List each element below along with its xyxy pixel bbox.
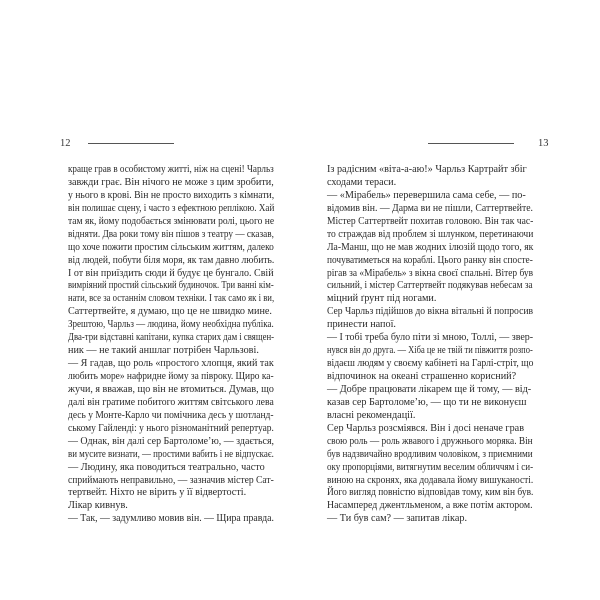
text-line: ви мусите визнати, — простими вабить і не відпускає.	[68, 448, 274, 460]
text-line: ник — не такий аншлаг потрібен Чарльзові.	[68, 345, 259, 357]
text-line: міцний ґрунт під ногами.	[327, 293, 437, 305]
text-line: тертвейт. Ніхто не вірить у її відвертості.	[68, 487, 247, 499]
text-line: І от він приїздить сюди й будує це бунгало. Свій	[68, 267, 274, 279]
text-line: — Добре працювати лікарем ще й тому, — від-	[327, 383, 532, 395]
text-line: — «Мірабель» перевершила сама себе, — по-	[327, 189, 526, 201]
body-text	[68, 164, 274, 526]
text-line: Сер Чарльз підійшов до вікна вітальні й попросив	[327, 306, 534, 318]
text-line: — Людину, яка поводиться театрально, часто	[68, 461, 265, 473]
text-line: далі він гратиме побитого життям світського лева	[68, 396, 274, 408]
text-line: нувся він до друга. — Хіба це не твій ти півжиття розпо-	[327, 345, 533, 357]
text-line: десь у Монте-Карло чи помічника десь у шотланд-	[68, 409, 274, 421]
text-line: Містер Саттертвейт похитав головою. Він так час-	[327, 215, 534, 227]
text-line: жучи, я вважав, що він не втомиться. Думав, що	[68, 383, 274, 395]
text-line: то страждав від проблем зі шлунком, перетинаючи	[327, 228, 534, 240]
text-line: — Так, — задумливо мовив він. — Щира правда.	[68, 513, 274, 525]
text-line: там як, йому подобається змінювати ролі, цього не	[68, 215, 275, 227]
text-line: казав сер Бартоломе’ю, — що ти не виконуєш	[327, 396, 527, 408]
text-line: оку пропорціями, витягнутим веселим обличчям і си-	[327, 461, 534, 473]
text-line: нати, все за останнім словом техніки. І так само як і ви,	[68, 293, 275, 305]
text-line: Із радісним «віта-а-аю!» Чарльз Картрайт збіг	[327, 164, 527, 175]
text-line: свою роль — роль жвавого і дружнього моряка. Він	[327, 435, 533, 447]
text-line: вимріяний простий сільський будиночок. Три ванні кім-	[68, 280, 274, 292]
text-line: рігав за «Мірабель» з вікна своєї спальні. Вітер був	[327, 267, 534, 279]
text-line: відаєш людям у своєму кабінеті на Гарлі-стріт, що	[327, 358, 534, 370]
text-line: Зрештою, Чарльз — людина, йому необхідна публіка.	[68, 319, 274, 331]
right-page	[300, 0, 600, 600]
header-rule	[428, 143, 514, 144]
text-line: ському Гайленді: у нього різноманітний репертуар.	[68, 422, 274, 434]
text-line: відпочинок на океані страшенно корисний?	[327, 371, 517, 382]
text-line: — І тобі треба було піти зі мною, Толлі, — звер-	[327, 332, 534, 344]
text-line: Два-три відставні капітани, купка старих дам і священ-	[68, 332, 275, 344]
text-line: виною на скронях, яка додавала йому вишуканості.	[327, 474, 534, 486]
text-line: — Я гадав, що роль «простого хлопця, який так	[68, 358, 274, 370]
page-number: 12	[60, 138, 71, 149]
text-line: сильний, і містер Саттертвейт подякував небесам за	[327, 280, 533, 292]
text-line: любить море» нафридне йому за півроку. Щиро ка-	[68, 371, 274, 382]
text-line: краще грав в особистому житті, ніж на сцені! Чарльз	[68, 164, 274, 175]
text-line: почуватиметься на кораблі. Цього ранку він спосте-	[327, 254, 533, 266]
text-line: власні рекомендації.	[327, 409, 416, 421]
text-line: Лікар кивнув.	[68, 500, 128, 512]
text-line: Сер Чарльз розсміявся. Він і досі неначе грав	[327, 422, 524, 434]
text-line: — Ти був сам? — запитав лікар.	[327, 513, 468, 525]
text-line: сприймають неправильно, — зазначив містер Сат-	[68, 474, 274, 486]
text-line: завжди грає. Він нічого не може з цим зробити,	[68, 176, 274, 188]
text-line: у нього в крові. Він не просто виходить з кімнати,	[68, 189, 275, 201]
text-line: він полишає сцену, і часто з ефектною реплікою. Хай	[68, 202, 275, 214]
text-line: відняти. Два роки тому він пішов з театру — сказав,	[68, 228, 274, 240]
text-line: Саттертвейте, я думаю, що це не швидко мине.	[68, 306, 272, 318]
text-line: що хоче пожити простим сільським життям, далеко	[68, 241, 274, 253]
text-line: Насамперед джентльменом, а вже потім актором.	[327, 500, 533, 512]
text-line: від людей, побути біля моря, як там давно любить.	[68, 254, 275, 266]
text-line: був надзвичайно вродливим чоловіком, з приємними	[327, 448, 533, 460]
text-line: Його вигляд повністю відповідав тому, ким він був.	[327, 487, 534, 499]
text-line: сходами тераси.	[327, 176, 397, 188]
header-rule	[88, 143, 174, 144]
text-line: принести напої.	[327, 319, 396, 331]
text-line: Ла-Манш, що не мав жодних ілюзій щодо того, як	[327, 241, 534, 253]
page-number: 13	[538, 138, 549, 149]
text-line: — Однак, він далі сер Бартоломе’ю, — здається,	[68, 435, 275, 447]
body-text	[327, 164, 533, 526]
text-line: відомив він. — Дарма ви не пішли, Саттертвейте.	[327, 202, 533, 214]
